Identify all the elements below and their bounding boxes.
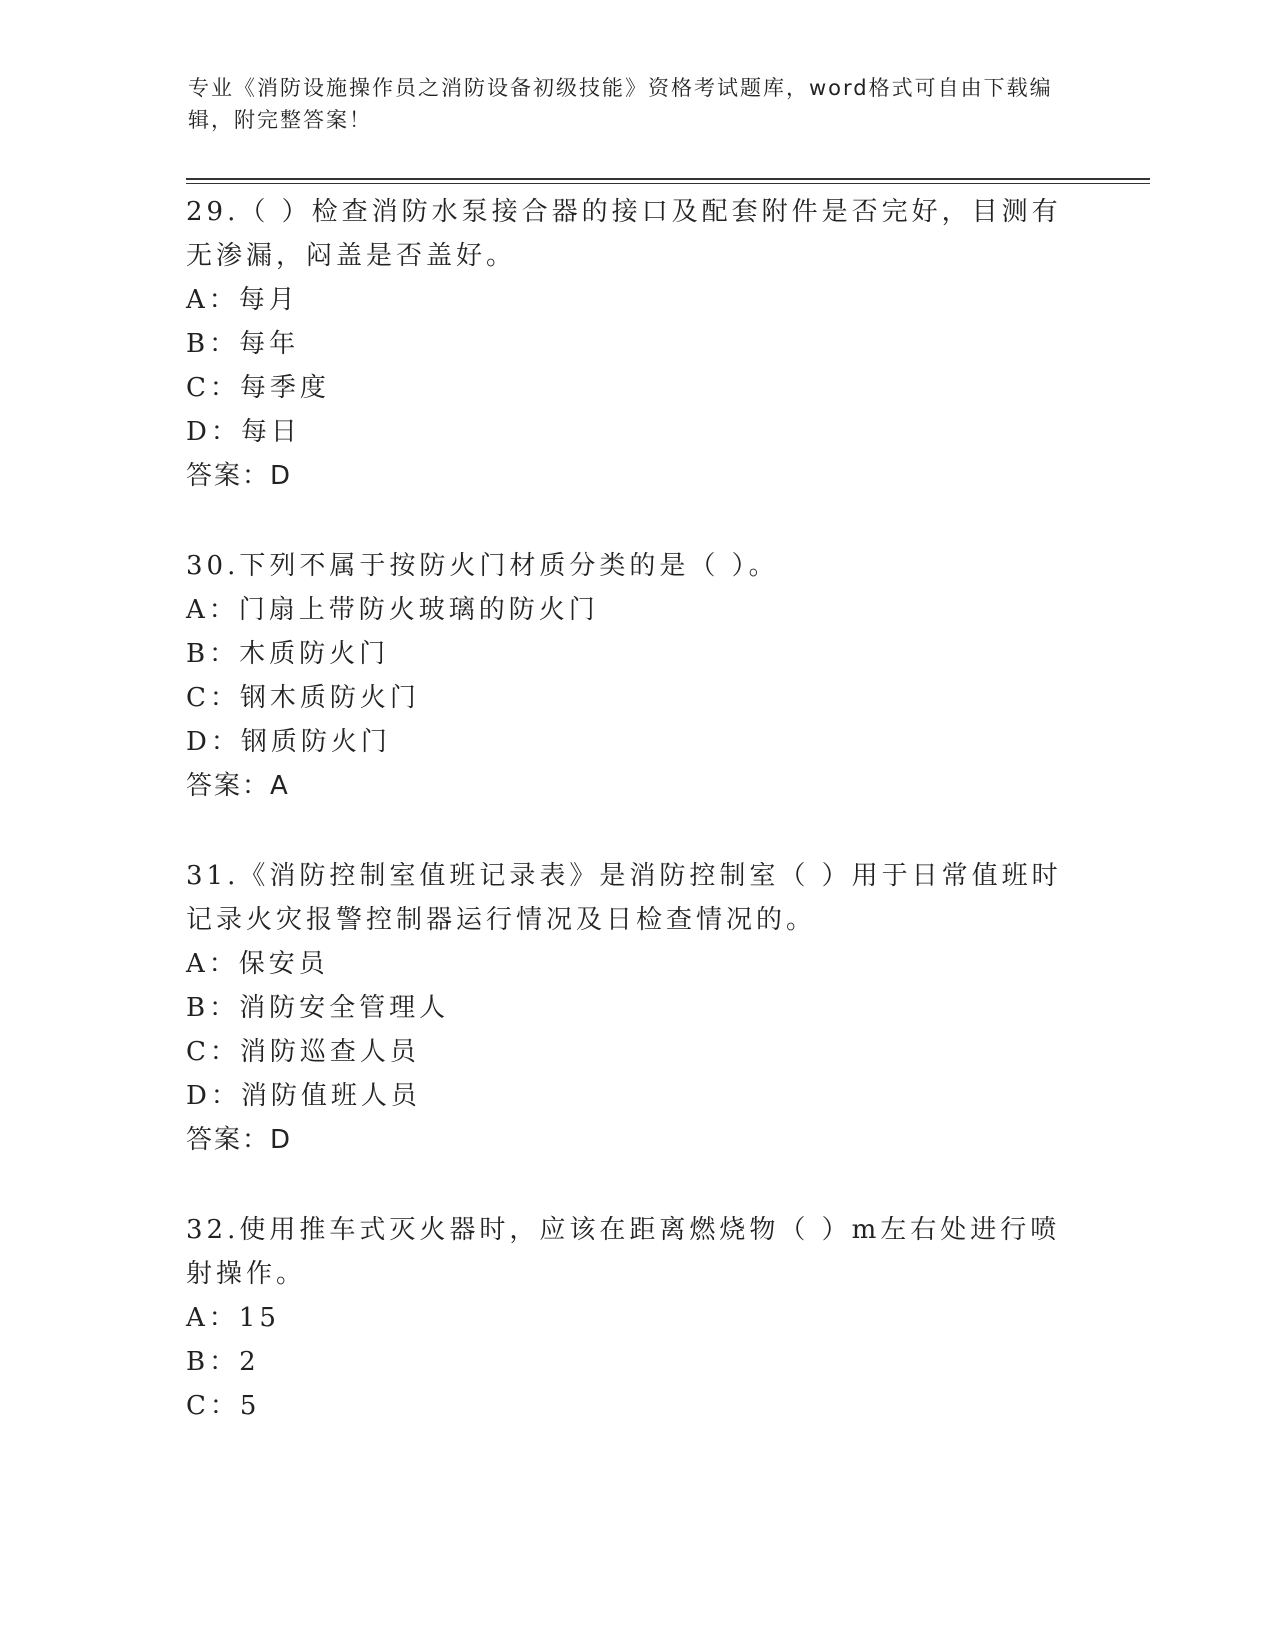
- option-a: A：每月: [186, 285, 299, 315]
- header-divider-thick: [186, 178, 1150, 180]
- option-b: B：每年: [186, 329, 300, 359]
- option-c: C：5: [186, 1391, 261, 1421]
- option-a: A：15: [186, 1303, 280, 1333]
- question-list: [186, 190, 1086, 1474]
- option-d: D：钢质防火门: [186, 727, 391, 757]
- question-text: 29.（ ）检查消防水泵接合器的接口及配套附件是否完好，目测有无渗漏，闷盖是否盖好。: [186, 197, 1062, 271]
- question-text: 31.《消防控制室值班记录表》是消防控制室（ ）用于日常值班时记录火灾报警控制器运行情况及日检查情况的。: [186, 861, 1062, 935]
- option-b: B：木质防火门: [186, 639, 390, 669]
- option-d: D：消防值班人员: [186, 1081, 421, 1111]
- answer-label: 答案：A: [186, 771, 290, 801]
- question-text: 30.下列不属于按防火门材质分类的是（ ）。: [186, 551, 779, 581]
- answer-label: 答案：D: [186, 1125, 293, 1155]
- header-divider-thin: [186, 183, 1150, 184]
- answer-label: 答案：D: [186, 461, 293, 491]
- option-c: C：每季度: [186, 373, 330, 403]
- question-30: [186, 544, 1086, 808]
- option-b: B：2: [186, 1347, 260, 1377]
- option-a: A：门扇上带防火玻璃的防火门: [186, 595, 599, 625]
- document-intro: 专业《消防设施操作员之消防设备初级技能》资格考试题库，word格式可自由下载编辑，附完整答案！: [188, 76, 1053, 132]
- question-text: 32.使用推车式灭火器时，应该在距离燃烧物（ ）m左右处进行喷射操作。: [186, 1215, 1061, 1289]
- question-29: [186, 190, 1086, 498]
- option-a: A：保安员: [186, 949, 329, 979]
- option-d: D：每日: [186, 417, 301, 447]
- option-b: B：消防安全管理人: [186, 993, 450, 1023]
- question-32: [186, 1208, 1086, 1428]
- option-c: C：钢木质防火门: [186, 683, 420, 713]
- option-c: C：消防巡查人员: [186, 1037, 420, 1067]
- question-31: [186, 854, 1086, 1162]
